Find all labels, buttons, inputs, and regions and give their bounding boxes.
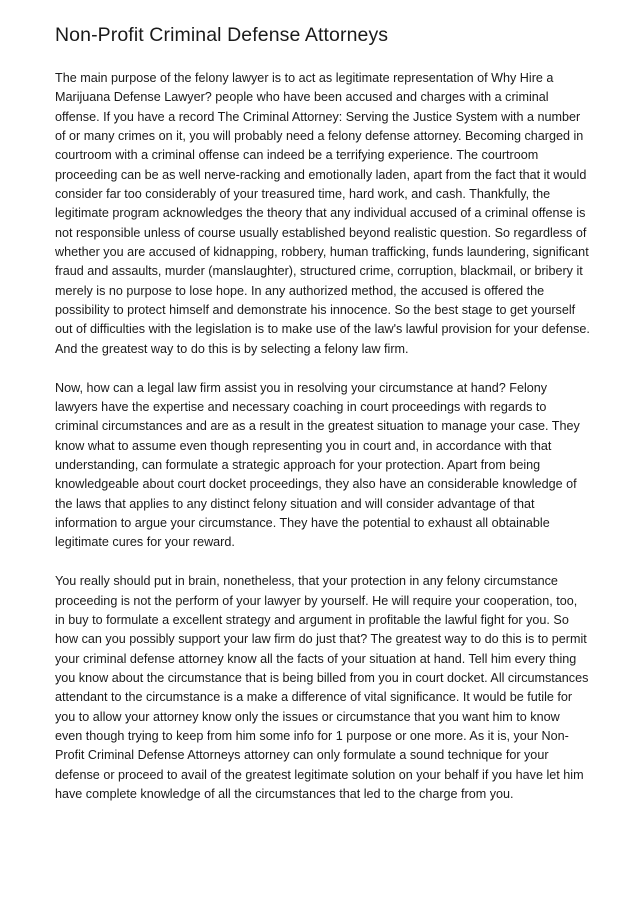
document-title: Non-Profit Criminal Defense Attorneys (55, 24, 389, 46)
paragraph-2: Now, how can a legal law firm assist you in resolving your circumstance at hand? Felony lawyers have the expertise and necessary coaching in court proceedings with regards to criminal circumstances and are as a result in the greatest situation to manage your case. They know what to assume even though representing you in court and, in accordance with that understanding, can formulate a strategic approach for your protection. Apart from being knowledgeable about court docket proceedings, they also have an considerable knowledge of the laws that applies to any distinct felony situation and will consider advantage of that information to argue your circumstance. They have the potential to exhaust all obtainable legitimate cures for your reward. (55, 380, 580, 550)
document-page (55, 22, 590, 824)
paragraph-3: You really should put in brain, nonetheless, that your protection in any felony circumstance proceeding is not the perform of your lawyer by yourself. He will require your cooperation, too, in buy to formulate a excellent strategy and argument in profitable the lawful fight for you. So how can you possibly support your law firm do just that? The greatest way to do this is to permit your criminal defense attorney know all the facts of your situation at hand. Tell him every thing you know about the circumstance that is being billed from you in court docket. All circumstances attendant to the circumstance is a make a difference of vital significance. It would be futile for you to allow your attorney know only the issues or circumstance that you want him to know even though trying to keep from him some info for 1 purpose or one more. As it is, your Non-Profit Criminal Defense Attorneys attorney can only formulate a sound technique for your defense or proceed to avail of the greatest legitimate solution on your behalf if you have let him have complete knowledge of all the circumstances that led to the charge from you. (55, 574, 589, 802)
paragraph-1: The main purpose of the felony lawyer is to act as legitimate representation of Why Hire a Marijuana Defense Lawyer? people who have been accused and charges with a criminal offense. If you have a record The Criminal Attorney: Serving the Justice System with a number of or many crimes on it, you will probably need a felony defense attorney. Becoming charged in courtroom with a criminal offense can indeed be a terrifying experience. The courtroom proceeding can be as well nerve-racking and emotionally laden, apart from the fact that it would consider far too considerably of your treasured time, hard work, and cash. Thankfully, the legitimate program acknowledges the theory that any individual accused of a criminal offense is not responsible unless of course usually established beyond realistic question. So regardless of whether you are accused of kidnapping, robbery, human trafficking, funds laundering, significant fraud and assaults, murder (manslaughter), structured crime, corruption, blackmail, or bribery it merely is no purpose to lose hope. In any authorized method, the accused is offered the possibility to protect himself and demonstrate his innocence. So the best stage to get yourself out of difficulties with the legislation is to make use of the law's lawful provision for your defense. And the greatest way to do this is by selecting a felony law firm. (55, 71, 590, 356)
